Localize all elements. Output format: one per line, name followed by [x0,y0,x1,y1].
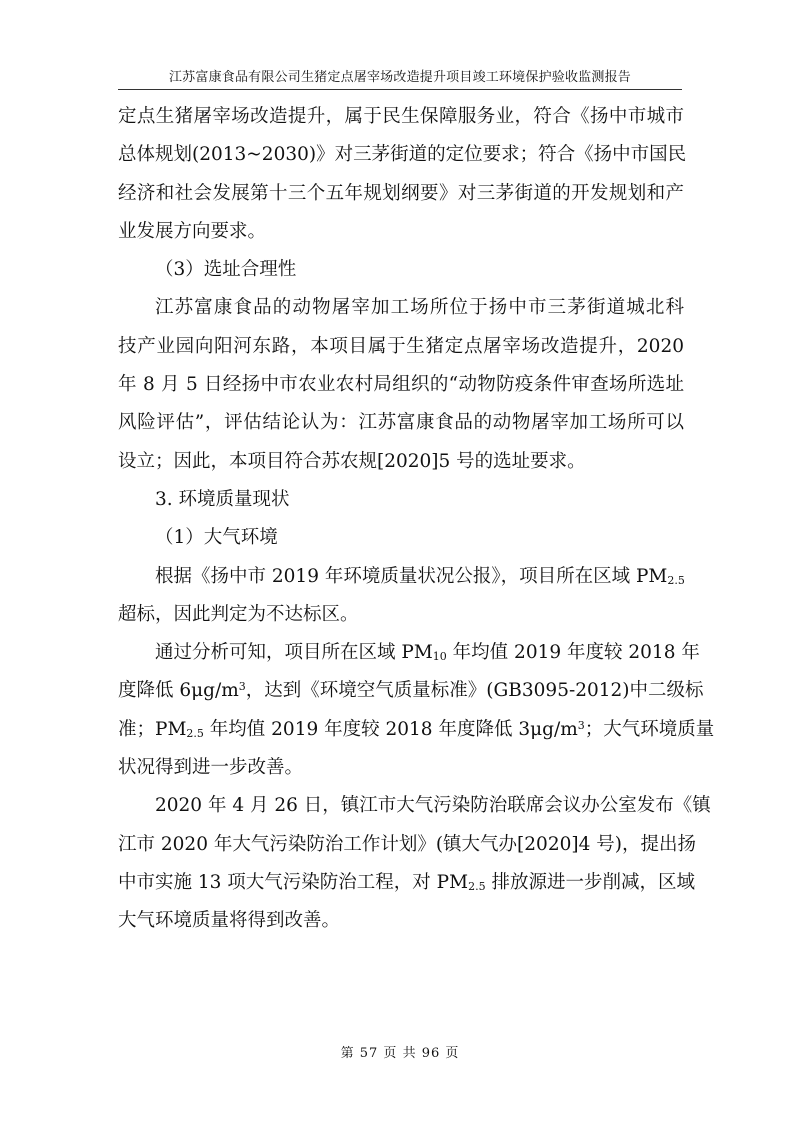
section-heading [118,251,684,289]
subscript: 2.5 [667,573,685,587]
section-heading [118,481,684,519]
text-run: 设立；因此，本项目符合苏农规[2020]5 号的选址要求。 [118,450,586,472]
text-line [118,289,684,327]
text-run: 大气环境质量将得到改善。 [118,910,341,932]
text-run: 年 8 月 5 日经扬中市农业农村局组织的“动物防疫条件审查场所选址 [118,374,684,396]
text-line [118,558,684,596]
page-number: 第 57 页 共 96 页 [340,1046,460,1061]
text-run: 定点生猪屠宰场改造提升，属于民生保障服务业，符合《扬中市城市 [118,106,684,127]
text-line [118,443,684,481]
text-line [118,98,684,136]
text-line [118,404,684,442]
text-run: ；大气环境质量 [584,718,715,740]
text-run: （3）选址合理性 [155,259,297,281]
text-run: 业发展方向要求。 [118,220,267,242]
text-run: 2020 年 4 月 26 日，镇江市大气污染防治联席会议办公室发布《镇 [155,795,711,817]
text-line [118,175,684,213]
text-line [118,749,684,787]
text-run: 年均值 2019 年度较 2018 年度降低 3μg/m [203,718,578,740]
subscript: 2.5 [186,726,204,740]
text-line [118,711,715,749]
text-run: 经济和社会发展第十三个五年规划纲要》对三茅街道的开发规划和产 [118,182,684,204]
text-line [118,366,684,404]
text-run: （1）大气环境 [155,527,278,549]
text-line [118,328,684,366]
text-run: 通过分析可知，项目所在区域 PM [155,642,433,664]
header-rule [118,89,682,90]
text-line [118,672,704,710]
text-run: 江市 2020 年大气污染防治工作计划》(镇大气办[2020]4 号)，提出扬 [118,833,696,855]
text-run: 度降低 6μg/m [118,680,239,702]
text-run: 技产业园向阳河东路，本项目属于生猪定点屠宰场改造提升，2020 [118,335,684,357]
text-run: 状况得到进一步改善。 [118,757,304,779]
document-body [118,98,715,941]
text-line [118,596,684,634]
text-run: 准；PM [118,718,187,740]
text-line [118,787,711,825]
text-run: ，达到《环境空气质量标准》(GB3095-2012)中二级标 [245,680,704,702]
text-run: 总体规划(2013~2030)》对三茅街道的定位要求；符合《扬中市国民 [118,144,687,166]
text-run: 江苏富康食品的动物屠宰加工场所位于扬中市三茅街道城北科 [155,297,684,319]
subscript: 2.5 [468,879,486,893]
text-run: 3. 环境质量现状 [155,488,290,510]
superscript: 3 [577,718,585,732]
text-run: 根据《扬中市 2019 年环境质量状况公报》，项目所在区域 PM [155,565,668,587]
text-line [118,136,687,174]
text-run: 排放源进一步削减，区域 [485,871,695,893]
text-run: 中市实施 13 项大气污染防治工程，对 PM [118,871,469,893]
section-heading [118,519,684,557]
subscript: 10 [432,650,447,664]
text-line [118,864,695,902]
running-header: 江苏富康食品有限公司生猪定点屠宰场改造提升项目竣工环境保护验收监测报告 [168,70,631,85]
superscript: 3 [238,680,246,694]
text-run: 风险评估”，评估结论认为：江苏富康食品的动物屠宰加工场所可以 [118,412,684,434]
text-line [118,213,684,251]
text-run: 超标，因此判定为不达标区。 [118,603,359,625]
text-line [118,634,700,672]
text-line [118,902,684,940]
text-line [118,826,696,864]
text-run: 年均值 2019 年度较 2018 年 [446,642,700,664]
